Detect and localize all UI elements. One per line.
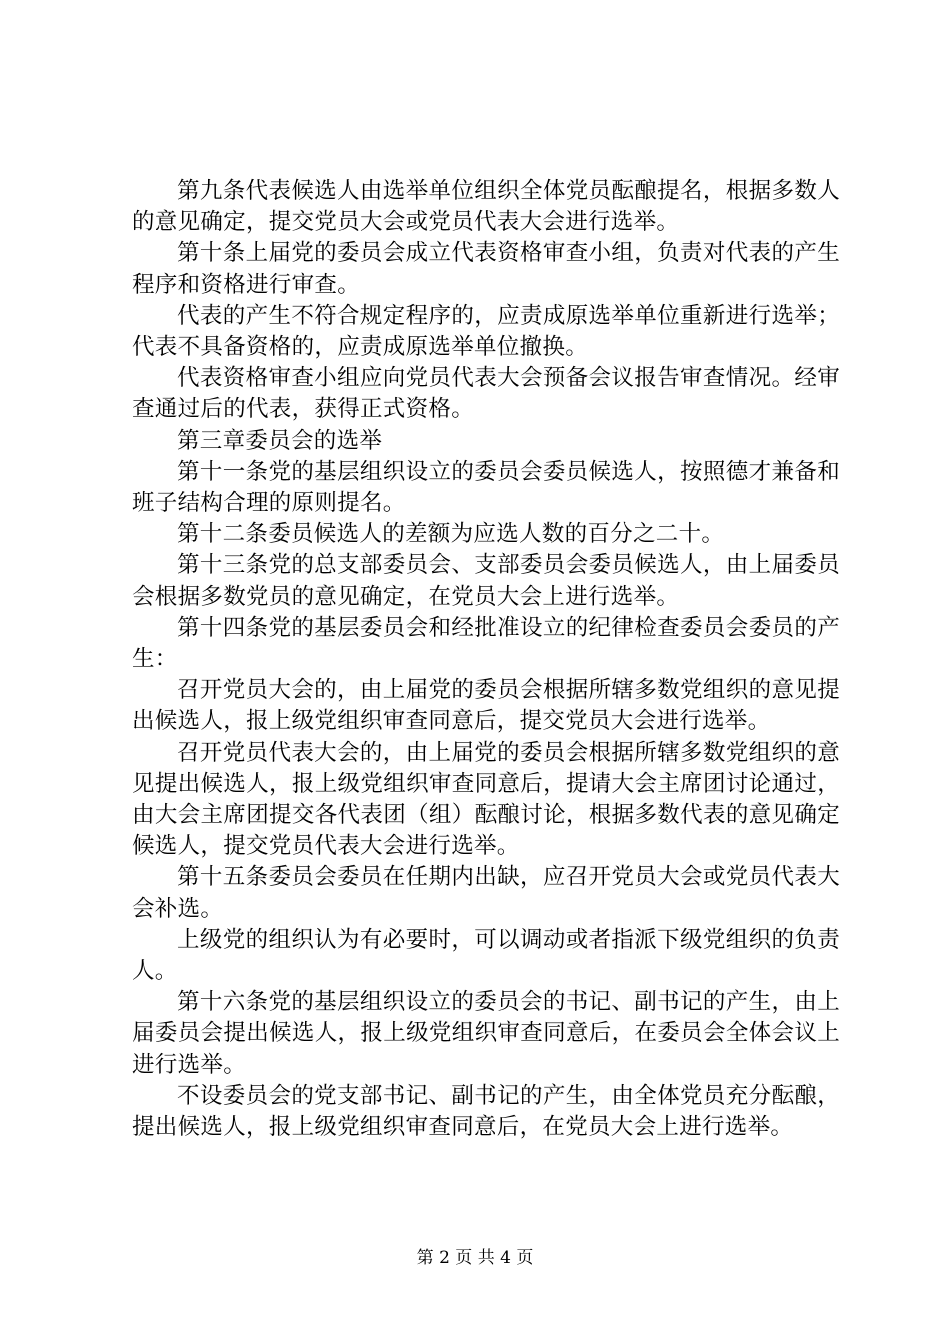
paragraph-article-10: 第十条上届党的委员会成立代表资格审查小组，负责对代表的产生程序和资格进行审查。 [132,240,840,298]
chapter-heading: 第三章委员会的选举 [177,427,383,454]
page-footer [0,1247,950,1269]
paragraph-party-congress: 召开党员大会的，由上届党的委员会根据所辖多数党组织的意见提出候选人，报上级党组织审查同意后，提交党员大会进行选举。 [132,677,840,735]
paragraph-nonconforming-representatives: 代表的产生不符合规定程序的，应责成原选举单位重新进行选举；代表不具备资格的，应责成原选举单位撤换。 [132,302,840,361]
paragraph-superior-transfer: 上级党的组织认为有必要时，可以调动或者指派下级党组织的负责人。 [132,926,840,985]
paragraph-qualification-report: 代表资格审查小组应向党员代表大会预备会议报告审查情况。经审查通过后的代表，获得正式资格。 [132,365,840,423]
paragraph-article-13: 第十三条党的总支部委员会、支部委员会委员候选人，由上届委员会根据多数党员的意见确定，在党员大会上进行选举。 [132,552,840,610]
paragraph-delegate-congress: 召开党员代表大会的，由上届党的委员会根据所辖多数党组织的意见提出候选人，报上级党组织审查同意后，提请大会主席团讨论通过，由大会主席团提交各代表团（组）酝酿讨论，根据多数代表的意见确定候选人，提交党员代表大会进行选举。 [132,739,840,860]
paragraph-branch-secretary: 不设委员会的党支部书记、副书记的产生，由全体党员充分酝酿，提出候选人，报上级党组织审查同意后，在党员大会上进行选举。 [132,1082,840,1141]
document-body [132,176,840,1143]
paragraph-article-12: 第十二条委员候选人的差额为应选人数的百分之二十。 [177,521,725,548]
page-number-label: 第 2 页 共 4 页 [416,1248,534,1268]
paragraph-article-11: 第十一条党的基层组织设立的委员会委员候选人，按照德才兼备和班子结构合理的原则提名。 [132,458,840,517]
paragraph-article-15: 第十五条委员会委员在任期内出缺，应召开党员大会或党员代表大会补选。 [132,864,840,922]
paragraph-article-14: 第十四条党的基层委员会和经批准设立的纪律检查委员会委员的产生： [132,614,840,673]
paragraph-article-9: 第九条代表候选人由选举单位组织全体党员酝酿提名，根据多数人的意见确定，提交党员大会或党员代表大会进行选举。 [132,178,840,236]
paragraph-article-16: 第十六条党的基层组织设立的委员会的书记、副书记的产生，由上届委员会提出候选人，报上级党组织审查同意后，在委员会全体会议上进行选举。 [132,989,840,1078]
